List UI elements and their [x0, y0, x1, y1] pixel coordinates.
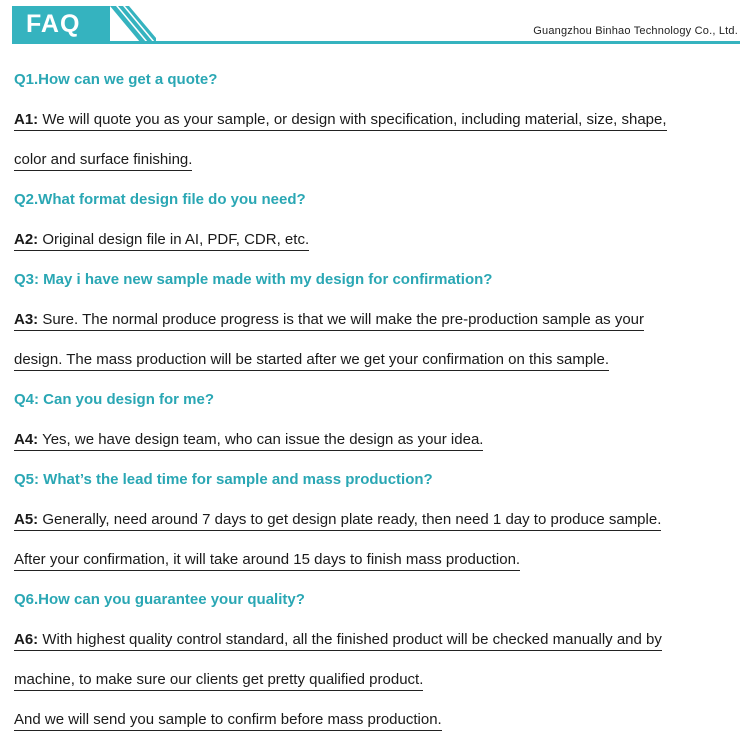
answer-3: [14, 300, 739, 340]
answer-1-continued: [14, 140, 739, 180]
company-name: Guangzhou Binhao Technology Co., Ltd.: [533, 25, 738, 37]
answer-text: After your confirmation, it will take around 15 days to finish mass production.: [14, 551, 520, 571]
answer-text: Sure. The normal produce progress is that we will make the pre-production sample as your: [38, 311, 645, 328]
page-title: FAQ: [26, 10, 81, 38]
answer-text: With highest quality control standard, all the finished product will be checked manually and by: [38, 631, 662, 648]
question-5: Q5: What’s the lead time for sample and mass production?: [14, 471, 433, 488]
faq-tab: [12, 6, 110, 42]
answer-6-continued: [14, 700, 739, 740]
question-3: Q3: May i have new sample made with my design for confirmation?: [14, 271, 493, 288]
answer-5: [14, 500, 739, 540]
diagonal-stripes-decoration: [108, 6, 156, 42]
question-6: Q6.How can you guarantee your quality?: [14, 591, 305, 608]
answer-label: A4:: [14, 431, 39, 448]
faq-list: [14, 60, 739, 740]
answer-4: [14, 420, 739, 460]
answer-5-continued: [14, 540, 739, 580]
answer-3-continued: [14, 340, 739, 380]
answer-text: color and surface finishing.: [14, 151, 192, 171]
answer-text: And we will send you sample to confirm before mass production.: [14, 711, 442, 731]
answer-text: machine, to make sure our clients get pretty qualified product.: [14, 671, 423, 691]
answer-6-continued: [14, 660, 739, 700]
answer-text: Original design file in AI, PDF, CDR, etc.: [38, 231, 310, 248]
answer-label: A5:: [14, 511, 39, 528]
answer-label: A6:: [14, 631, 39, 648]
answer-text: Yes, we have design team, who can issue the design as your idea.: [38, 431, 484, 448]
question-1: Q1.How can we get a quote?: [14, 71, 218, 88]
answer-text: We will quote you as your sample, or design with specification, including material, size, shape,: [38, 111, 667, 128]
answer-label: A2:: [14, 231, 39, 248]
answer-label: A1:: [14, 111, 39, 128]
answer-6: [14, 620, 739, 660]
answer-text: Generally, need around 7 days to get design plate ready, then need 1 day to produce sample.: [38, 511, 662, 528]
answer-1: [14, 100, 739, 140]
answer-text: design. The mass production will be started after we get your confirmation on this sample.: [14, 351, 609, 371]
question-2: Q2.What format design file do you need?: [14, 191, 306, 208]
header-divider: [12, 41, 740, 44]
answer-2: [14, 220, 739, 260]
question-4: Q4: Can you design for me?: [14, 391, 215, 408]
faq-header: [0, 0, 750, 46]
answer-label: A3:: [14, 311, 39, 328]
